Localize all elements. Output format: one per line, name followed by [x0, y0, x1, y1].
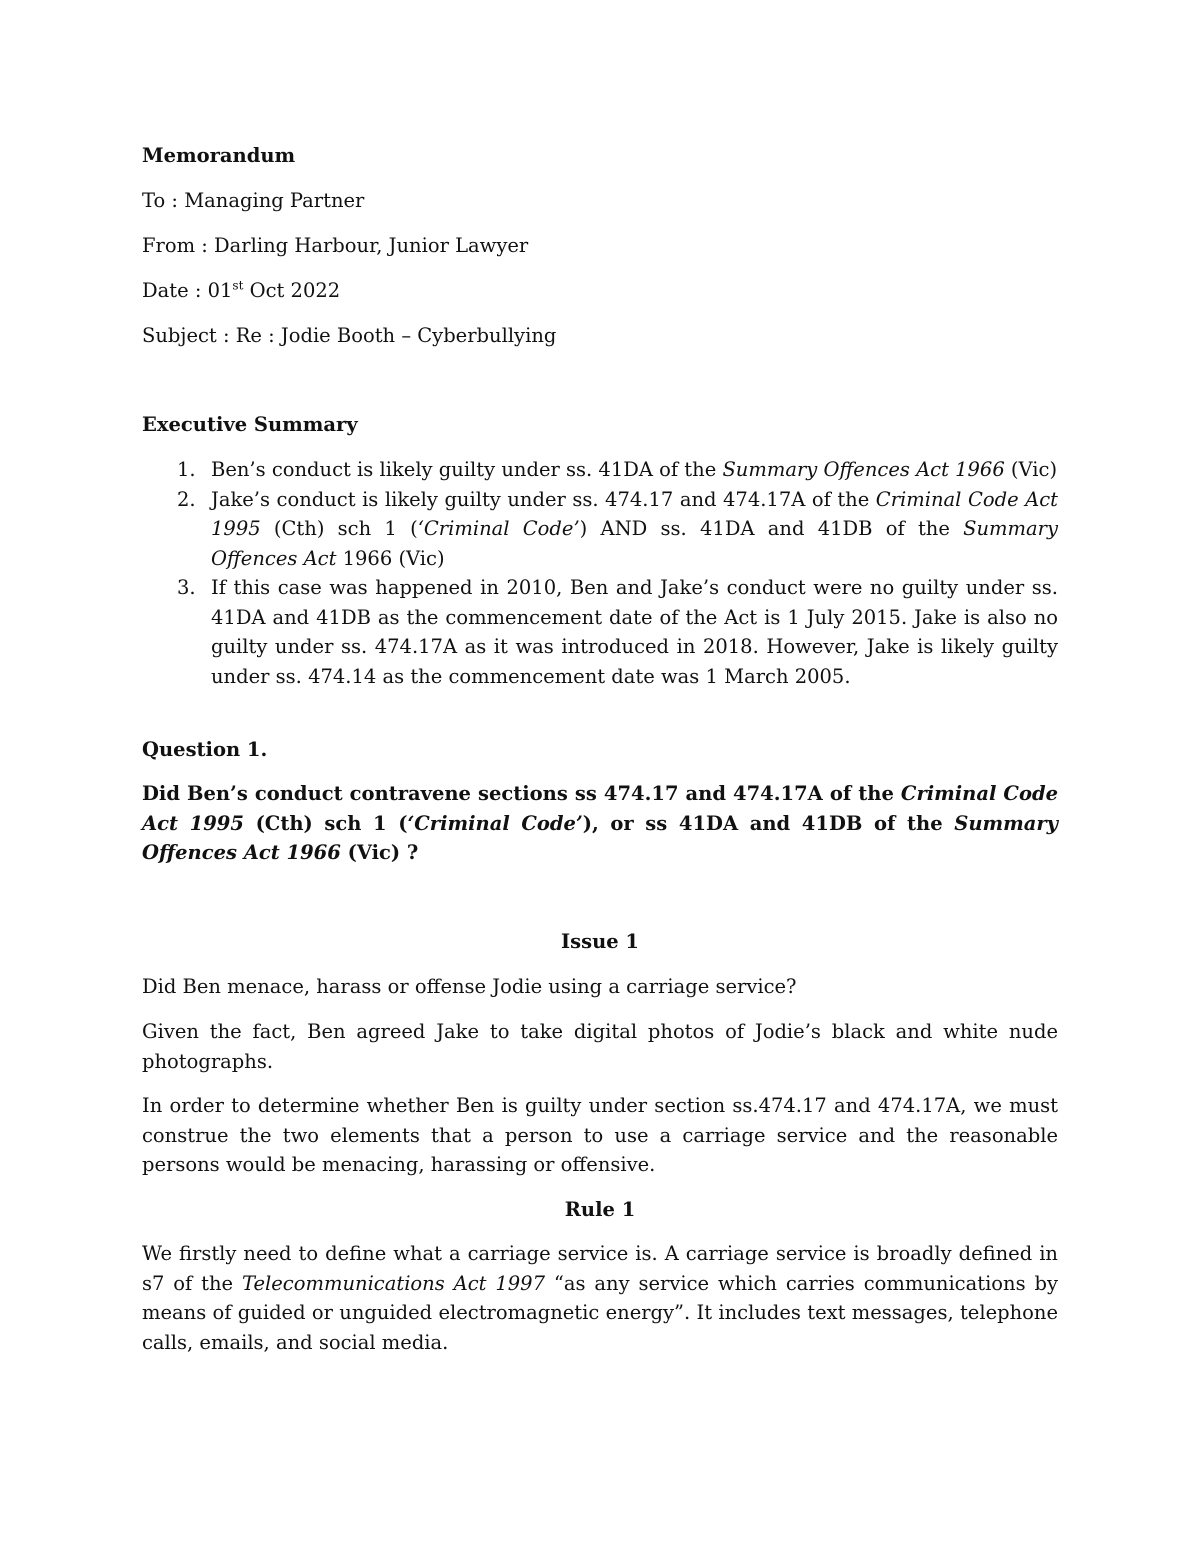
summary-text: ) AND ss. 41DA and 41DB of the [579, 517, 964, 540]
executive-summary-heading: Executive Summary [142, 413, 358, 436]
rule-1-heading: Rule 1 [564, 1198, 636, 1221]
memo-title: Memorandum [142, 144, 296, 167]
summary-item-2 [142, 485, 1058, 574]
summary-item-3 [142, 573, 1058, 691]
summary-text: Jake’s conduct is likely guilty under ss. 474.17 and 474.17A of the [211, 487, 876, 511]
memo-subject: Subject : Re : Jodie Booth – Cyberbullying [142, 324, 557, 347]
issue-1-question: Did Ben menace, harass or offense Jodie using a carriage service? [142, 975, 797, 998]
summary-act-name: Criminal Code Act 1995 [211, 487, 1058, 540]
question-text: ), or ss 41DA and 41DB of the [582, 811, 955, 835]
rule-1-paragraph [142, 1239, 1058, 1357]
summary-text: Ben’s conduct is likely guilty under ss. 41DA of the [211, 458, 723, 481]
summary-text: (Vic) [1004, 458, 1058, 481]
rule-act-name: Telecommunications Act 1997 [242, 1271, 545, 1295]
rule-text: We firstly need to define what a carriage service is. A carriage service is broadly defined in s7 of the [142, 1242, 1058, 1295]
issue-1-paragraph-1: Given the fact, Ben agreed Jake to take digital photos of Jodie’s black and white nude photographs. [142, 1020, 1058, 1073]
summary-text: 1966 (Vic) [336, 546, 445, 570]
question-text: (Cth) sch 1 ( [243, 811, 408, 835]
summary-text: If this case was happened in 2010, Ben and Jake’s conduct were no guilty under ss. 41DA and 41DB as the commencement date of the Act is 1 July 2015. Jake is also no guilty under ss. 474.17A as it was introduced in 2018. However, Jake is likely guilty under ss. 474.14 as the commencement date was 1 March 2005. [211, 576, 1058, 688]
summary-act-name: Summary Offences Act 1966 [722, 458, 1005, 481]
question-act-name: ‘Criminal Code’ [407, 811, 583, 835]
summary-act-name: Summary Offences Act [211, 517, 1059, 570]
question-1-heading: Question 1. [142, 738, 268, 761]
summary-act-name: ‘Criminal Code’ [417, 517, 580, 540]
memo-date-sup: st [232, 278, 244, 293]
memo-date-suffix: Oct 2022 [243, 279, 341, 302]
question-text: (Vic) ? [340, 841, 419, 864]
memo-to: To : Managing Partner [142, 189, 365, 212]
summary-item-number: 2. [177, 487, 196, 511]
question-act-name: Summary Offences Act 1966 [142, 811, 1059, 864]
question-text: Did Ben’s conduct contravene sections ss 474.17 and 474.17A of the [142, 782, 901, 805]
summary-text: (Cth) sch 1 ( [260, 517, 418, 540]
question-act-name: Criminal Code Act 1995 [142, 782, 1058, 835]
issue-1-heading: Issue 1 [560, 930, 640, 953]
memo-date [142, 276, 1058, 306]
issue-1-paragraph-2: In order to determine whether Ben is guilty under section ss.474.17 and 474.17A, we must construe the two elements that a person to use a carriage service and the reasonable persons would be menacing, harassing or offensive. [142, 1094, 1058, 1176]
summary-item-1 [142, 455, 1058, 485]
question-1-text [142, 779, 1058, 868]
rule-text: “as any service which carries communications by means of guided or unguided electromagnetic energy”. It includes text messages, telephone calls, emails, and social media. [142, 1271, 1059, 1354]
memo-from: From : Darling Harbour, Junior Lawyer [142, 234, 529, 257]
summary-item-number: 3. [177, 576, 196, 599]
executive-summary-list [142, 455, 1058, 691]
memo-date-prefix: Date : 01 [142, 279, 233, 302]
summary-item-number: 1. [177, 458, 196, 481]
